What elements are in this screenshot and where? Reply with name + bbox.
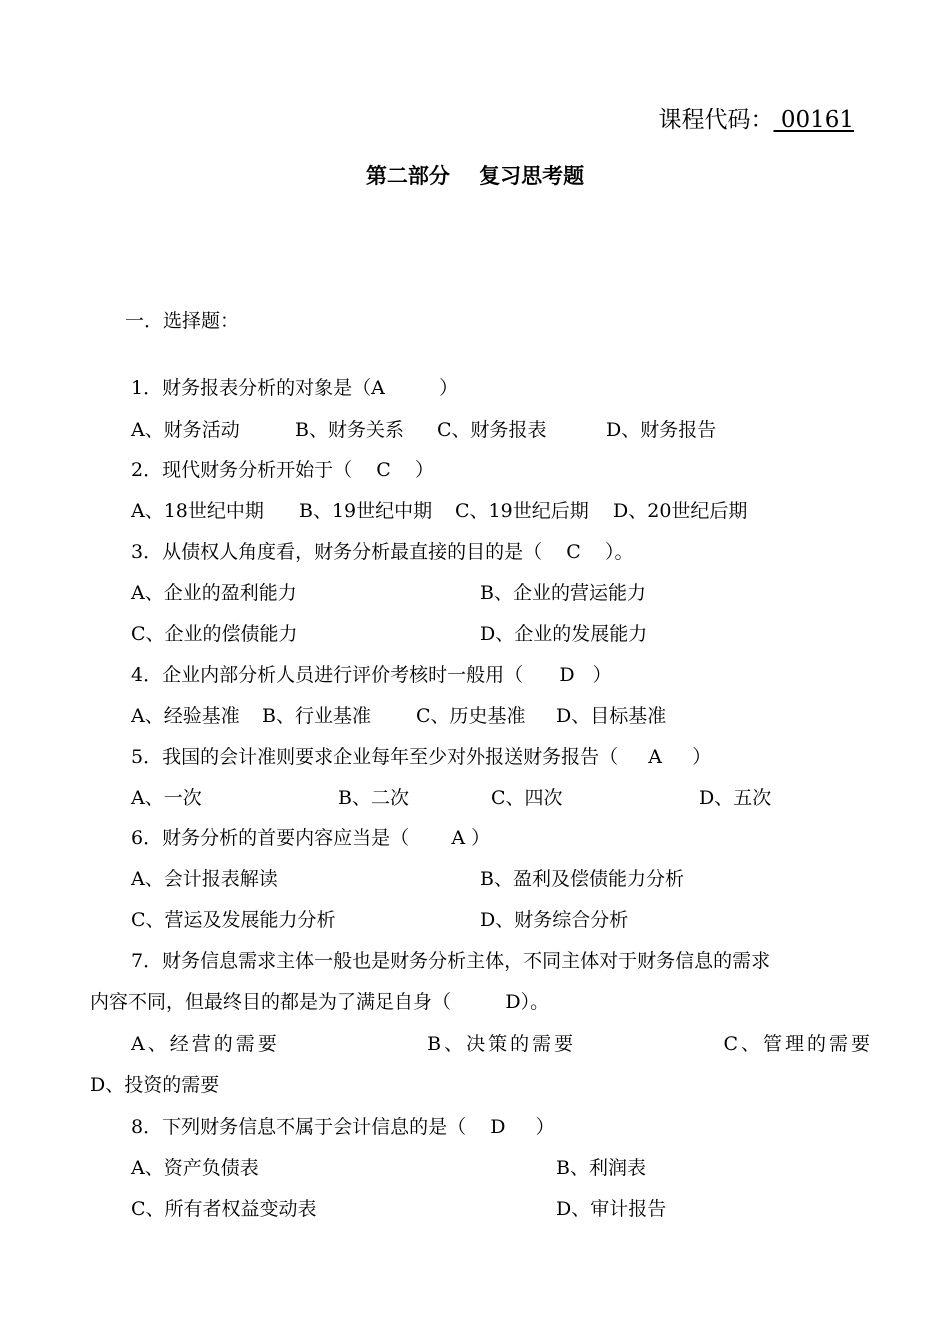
question-7-stem-line1: 7．财务信息需求主体一般也是财务分析主体，不同主体对于财务信息的需求: [131, 950, 771, 972]
question-4-stem: 4．企业内部分析人员进行评价考核时一般用（ D ）: [131, 664, 612, 686]
question-7-stem-line2: 内容不同，但最终目的都是为了满足自身（ D）。: [90, 991, 550, 1013]
question-8-option-d: D、审计报告: [556, 1198, 667, 1220]
course-code-value: 00161: [773, 107, 854, 133]
question-1-option-b: B、财务关系: [295, 419, 404, 441]
question-2-stem: 2．现代财务分析开始于（ C ）: [131, 459, 434, 481]
question-3-option-b: B、企业的营运能力: [480, 582, 646, 604]
question-4-option-c: C、历史基准: [416, 705, 526, 727]
question-8-option-c: C、所有者权益变动表: [131, 1198, 317, 1220]
question-7-options-row: [131, 1032, 873, 1056]
question-7-option-c: C、管理的需要: [723, 1033, 873, 1055]
question-4-option-d: D、目标基准: [556, 705, 667, 727]
question-5-option-a: A、一次: [131, 787, 202, 809]
question-2-option-c: C、19世纪后期: [455, 500, 589, 522]
question-1-option-a: A、财务活动: [131, 419, 240, 441]
question-6-option-b: B、盈利及偿债能力分析: [480, 868, 684, 890]
question-3-option-d: D、企业的发展能力: [480, 623, 648, 645]
question-6-option-d: D、财务综合分析: [480, 909, 629, 931]
question-4-option-a: A、经验基准: [131, 705, 240, 727]
question-6-option-c: C、营运及发展能力分析: [131, 909, 336, 931]
question-5-option-b: B、二次: [338, 787, 409, 809]
course-code-label: 课程代码：: [658, 107, 774, 133]
question-3-stem: 3．从债权人角度看，财务分析最直接的目的是（ C ）。: [131, 541, 634, 563]
question-3-option-c: C、企业的偿债能力: [131, 623, 298, 645]
question-6-option-a: A、会计报表解读: [131, 868, 278, 890]
question-4-option-b: B、行业基准: [262, 705, 371, 727]
question-7-option-d: D、投资的需要: [90, 1074, 220, 1096]
question-1-stem: 1．财务报表分析的对象是（A ）: [131, 377, 459, 399]
question-8-option-a: A、资产负债表: [131, 1157, 259, 1179]
question-5-stem: 5．我国的会计准则要求企业每年至少对外报送财务报告（ A ）: [131, 746, 712, 768]
question-8-stem: 8．下列财务信息不属于会计信息的是（ D ）: [131, 1116, 555, 1138]
section-heading: 一．选择题：: [125, 310, 240, 332]
course-code: [659, 105, 854, 135]
question-7-option-b: B、决策的需要: [427, 1033, 577, 1055]
question-2-option-a: A、18世纪中期: [131, 500, 264, 522]
question-5-option-d: D、五次: [699, 787, 772, 809]
question-5-option-c: C、四次: [491, 787, 563, 809]
question-2-option-b: B、19世纪中期: [299, 500, 433, 522]
question-6-stem: 6．财务分析的首要内容应当是（ A ）: [131, 827, 491, 849]
question-8-option-b: B、利润表: [556, 1157, 646, 1179]
question-1-option-c: C、财务报表: [437, 419, 547, 441]
question-2-option-d: D、20世纪后期: [613, 500, 748, 522]
question-1-option-d: D、财务报告: [606, 419, 717, 441]
page-title: 第二部分 复习思考题: [365, 164, 585, 188]
question-7-option-a: A、经营的需要: [131, 1033, 280, 1055]
question-3-option-a: A、企业的盈利能力: [131, 582, 297, 604]
